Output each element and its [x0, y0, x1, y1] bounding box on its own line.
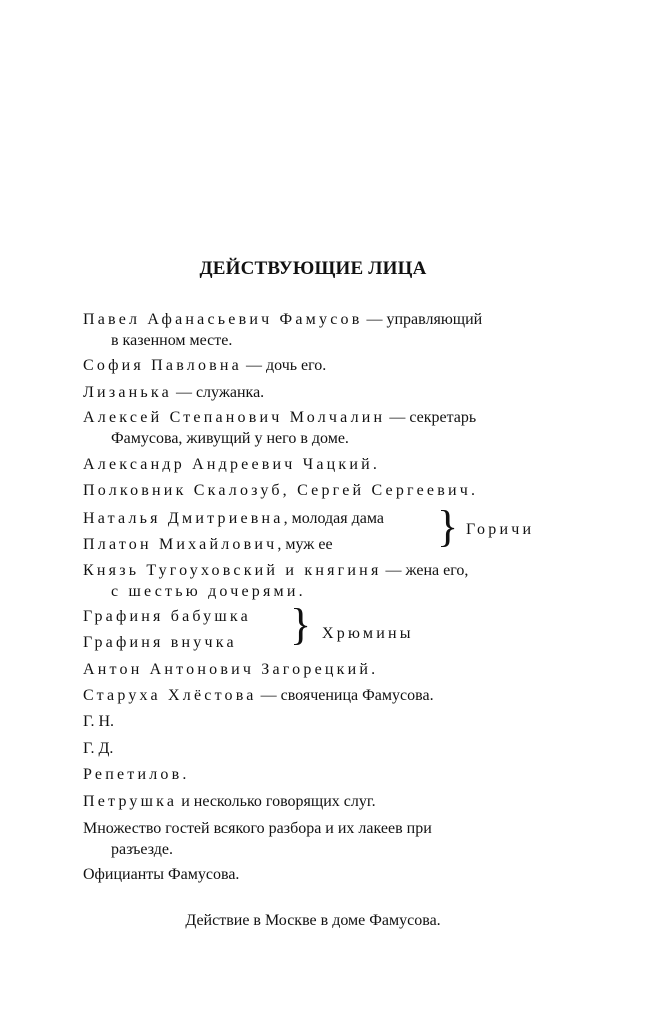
character-name: Старуха Хлёстова — [83, 687, 257, 704]
character-entry-petrushka — [83, 792, 553, 813]
page-title: ДЕЙСТВУЮЩИЕ ЛИЦА — [199, 258, 427, 279]
character-name: Князь Тугоуховский и княгиня — [83, 562, 382, 579]
character-desc: — управляющий — [362, 311, 483, 328]
character-entry-gn — [83, 712, 553, 733]
character-entry-khlestova — [83, 686, 553, 707]
setting-note: Действие в Москве в доме Фамусова. — [185, 912, 441, 929]
character-entry-waiters — [83, 865, 553, 886]
character-desc: — секретарь — [385, 409, 477, 426]
brace-gorichi: } — [437, 502, 459, 551]
character-entry-tugoukhovsky — [83, 561, 553, 602]
character-entry-molchalin — [83, 408, 553, 449]
brace-khryumina: } — [290, 600, 312, 649]
character-entry-guests — [83, 819, 553, 860]
character-name: Графиня бабушка — [83, 608, 251, 625]
character-name: Алексей Степанович Молчалин — [83, 409, 386, 426]
character-desc-continued: с шестью дочерями. — [111, 582, 306, 600]
character-desc: и несколько говорящих слуг. — [177, 793, 376, 810]
character-desc: . — [182, 766, 187, 783]
character-desc: — свояченица Фамусова. — [256, 687, 434, 704]
character-desc: . — [371, 661, 376, 678]
group-label-gorichi: Горичи — [466, 521, 535, 538]
character-entry-famusov — [83, 310, 553, 351]
character-text: Множество гостей всякого разбора и их лакеев при — [83, 820, 432, 837]
character-desc: . — [470, 482, 475, 499]
character-desc: — дочь его. — [241, 357, 327, 374]
character-name: Г. Д. — [83, 740, 114, 757]
character-entry-sofia — [83, 356, 553, 377]
character-desc: — жена его, — [381, 562, 469, 579]
character-name: Антон Антонович Загорецкий — [83, 661, 372, 678]
character-name: София Павловна — [83, 357, 242, 374]
character-name: Платон Михайлович — [83, 536, 278, 553]
character-desc: , муж ее — [277, 536, 333, 553]
character-name: Александр Андреевич Чацкий — [83, 456, 373, 473]
character-name: Графиня внучка — [83, 634, 237, 651]
character-entry-repetilov — [83, 765, 553, 786]
character-text: Официанты Фамусова. — [83, 866, 240, 883]
group-label-khryumina: Хрюмины — [322, 625, 414, 642]
character-desc-continued: разъезде. — [111, 840, 173, 858]
character-entry-zagoretsky — [83, 660, 553, 681]
character-name: Наталья Дмитриевна — [83, 510, 284, 527]
character-desc: . — [372, 456, 377, 473]
character-desc-continued: в казенном месте. — [111, 331, 233, 349]
character-entry-grandmother — [83, 607, 553, 628]
character-name: Лизанька — [83, 384, 172, 401]
character-desc: , молодая дама — [283, 510, 384, 527]
character-entry-granddaughter — [83, 633, 553, 654]
character-name: Репетилов — [83, 766, 183, 783]
character-name: Полковник Скалозуб, Сергей Сергеевич — [83, 482, 471, 499]
character-entry-gd — [83, 739, 553, 760]
character-name: Павел Афанасьевич Фамусов — [83, 311, 363, 328]
character-entry-skalozub — [83, 481, 553, 502]
character-entry-liza — [83, 383, 553, 404]
character-desc-continued: Фамусова, живущий у него в доме. — [111, 429, 349, 447]
character-entry-chatsky — [83, 455, 553, 476]
character-name: Г. Н. — [83, 713, 114, 730]
character-desc: — служанка. — [171, 384, 265, 401]
character-name: Петрушка — [83, 793, 178, 810]
